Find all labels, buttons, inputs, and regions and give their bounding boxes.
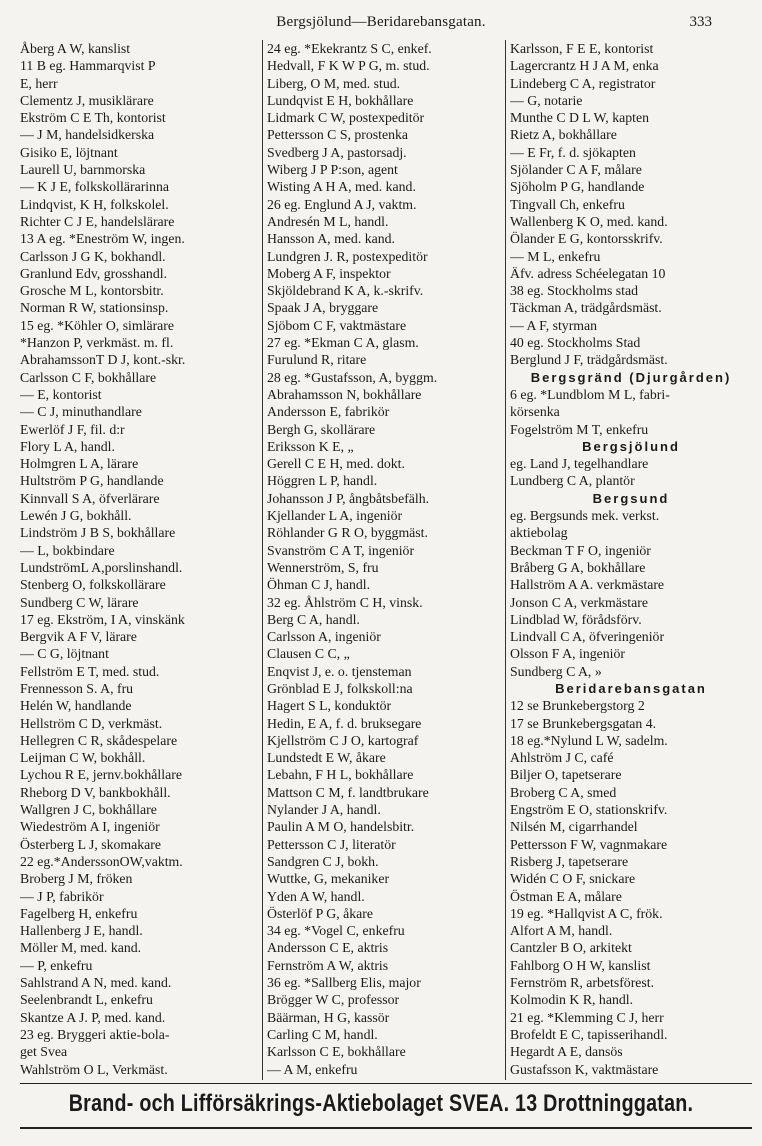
- directory-entry: Pettersson C S, prostenka: [267, 127, 409, 143]
- directory-entry: Hultström P G, handlande: [20, 473, 164, 489]
- directory-entry: Lundstedt E W, åkare: [267, 750, 386, 766]
- directory-entry: Norman R W, stationsinsp.: [20, 300, 169, 316]
- directory-entry: Sjölander C A F, målare: [510, 162, 642, 178]
- directory-entry: Frennesson S. A, fru: [20, 680, 134, 696]
- directory-entry: Berglund J F, trädgårdsmäst.: [510, 352, 668, 368]
- directory-entry: 6 eg. *Lundblom M L, fabri-: [510, 386, 670, 402]
- directory-entry: Äfv. adress Schéelegatan 10: [510, 265, 666, 281]
- directory-entry: Skjöldebrand K A, k.-skrifv.: [267, 283, 424, 299]
- directory-entry: Bergh G, skollärare: [267, 421, 376, 437]
- directory-column-2: [262, 40, 502, 1080]
- directory-entry: Ekström C E Th, kontorist: [20, 110, 166, 126]
- directory-entry: Broberg J M, fröken: [20, 871, 133, 887]
- directory-entry: Clementz J, musiklärare: [20, 92, 154, 108]
- directory-entry: Hellegren C R, skådespelare: [20, 732, 178, 748]
- footer-divider-bottom: [20, 1127, 752, 1129]
- directory-entry: aktiebolag: [510, 525, 568, 541]
- directory-entry: Hansson A, med. kand.: [267, 231, 395, 247]
- directory-entry: Stenberg O, folkskollärare: [20, 577, 166, 593]
- directory-entry: Kjellström C J O, kartograf: [267, 732, 419, 748]
- directory-entry: E, herr: [20, 75, 58, 91]
- directory-entry: Jonson C A, verkmästare: [510, 594, 648, 610]
- directory-entry: Mattson C M, f. landtbrukare: [267, 784, 429, 800]
- directory-entry: Hellström C D, verkmäst.: [20, 715, 163, 731]
- directory-entry: Kjellander L A, ingeniör: [267, 508, 403, 524]
- directory-entry: *Hanzon P, verkmäst. m. fl.: [20, 335, 174, 351]
- directory-entry: Svanström C A T, ingeniör: [267, 542, 415, 558]
- directory-entry: — A M, enkefru: [267, 1061, 358, 1077]
- directory-entry: Wisting A H A, med. kand.: [267, 179, 416, 195]
- directory-entry: Lindvall C A, öfveringeniör: [510, 629, 665, 645]
- directory-entry: Hagert S L, konduktör: [267, 698, 392, 714]
- directory-entry: Seelenbrandt L, enkefru: [20, 992, 153, 1008]
- directory-entry: Bergsjölund: [582, 438, 680, 454]
- directory-entry: — A F, styrman: [510, 317, 598, 333]
- directory-entry: Munthe C D L W, kapten: [510, 110, 649, 126]
- directory-entry: — J P, fabrikör: [20, 888, 104, 904]
- page-title: Bergsjölund—Beridarebansgatan.: [276, 14, 486, 30]
- directory-entry: Brofeldt E C, tapisserihandl.: [510, 1026, 668, 1042]
- directory-entry: Wahlström O L, Verkmäst.: [20, 1061, 168, 1077]
- directory-entry: — G, notarie: [510, 92, 583, 108]
- directory-entry: Lewén J G, bokhåll.: [20, 508, 132, 524]
- directory-entry: Lindeberg C A, registrator: [510, 75, 656, 91]
- directory-entry: Höggren L P, handl.: [267, 473, 378, 489]
- footer-advertisement: Brand- och Lifförsäkrings-Aktiebolaget SVEA. 13 Drottninggatan.: [68, 1090, 694, 1117]
- directory-entry: Andresén M L, handl.: [267, 213, 389, 229]
- directory-entry: Liberg, O M, med. stud.: [267, 75, 401, 91]
- directory-entry: Karlsson C E, bokhållare: [267, 1044, 406, 1060]
- directory-entry: Fernström R, arbetsförest.: [510, 975, 655, 991]
- directory-entry: Leijman C W, bokhåll.: [20, 750, 146, 766]
- directory-entry: 19 eg. *Hallqvist A C, frök.: [510, 905, 663, 921]
- directory-entry: Paulin A M O, handelsbitr.: [267, 819, 415, 835]
- directory-entry: Lundberg C A, plantör: [510, 473, 635, 489]
- directory-entry: Fahlborg O H W, kanslist: [510, 957, 651, 973]
- directory-entry: Sundberg C A, »: [510, 663, 602, 679]
- directory-entry: Lidmark C W, postexpeditör: [267, 110, 425, 126]
- directory-entry: Engström E O, stationskrifv.: [510, 802, 668, 818]
- directory-entry: eg. Bergsunds mek. verkst.: [510, 508, 660, 524]
- directory-entry: Grosche M L, kontorsbitr.: [20, 283, 164, 299]
- directory-entry: — E Fr, f. d. sjökapten: [510, 144, 636, 160]
- directory-columns: [20, 40, 752, 1080]
- directory-entry: Skantze A J. P, med. kand.: [20, 1009, 166, 1025]
- directory-entry: Lundgren J. R, postexpeditör: [267, 248, 428, 264]
- directory-entry: 11 B eg. Hammarqvist P: [20, 58, 156, 74]
- directory-entry: Ölander E G, kontorsskrifv.: [510, 231, 663, 247]
- directory-entry: Carling C M, handl.: [267, 1026, 378, 1042]
- directory-entry: Wallenberg K O, med. kand.: [510, 213, 668, 229]
- directory-entry: Beridarebansgatan: [555, 680, 707, 696]
- directory-entry: 36 eg. *Sallberg Elis, major: [267, 975, 421, 991]
- directory-entry: Lundqvist E H, bokhållare: [267, 92, 414, 108]
- directory-entry: Johansson J P, ångbåtsbefälh.: [267, 490, 430, 506]
- directory-entry: Richter C J E, handelslärare: [20, 213, 175, 229]
- directory-entry: eg. Land J, tegelhandlare: [510, 456, 649, 472]
- directory-entry: Åberg A W, kanslist: [20, 41, 131, 56]
- directory-entry: 17 se Brunkebergsgatan 4.: [510, 715, 657, 731]
- directory-entry: Bergsund: [592, 490, 670, 506]
- directory-entry: Gustafsson K, vaktmästare: [510, 1061, 659, 1077]
- directory-entry: Moberg A F, inspektor: [267, 265, 391, 281]
- directory-column-3: [505, 40, 752, 1080]
- directory-entry: Lindqvist, K H, folkskolel.: [20, 196, 169, 212]
- directory-entry: 28 eg. *Gustafsson, A, byggm.: [267, 369, 438, 385]
- directory-entry: Andersson C E, aktris: [267, 940, 389, 956]
- directory-entry: Kinnvall S A, öfverlärare: [20, 490, 160, 506]
- directory-entry: 26 eg. Englund A J, vaktm.: [267, 196, 417, 212]
- directory-entry: Ewerlöf J F, fil. d:r: [20, 421, 125, 437]
- directory-entry: — K J E, folkskollärarinna: [20, 179, 170, 195]
- directory-entry: 23 eg. Bryggeri aktie-bola-: [20, 1026, 170, 1042]
- directory-entry: Sandgren C J, bokh.: [267, 853, 379, 869]
- directory-entry: — J M, handelsidkerska: [20, 127, 155, 143]
- directory-entry: Wennerström, S, fru: [267, 559, 379, 575]
- directory-entry: Eriksson K E, „: [267, 438, 354, 454]
- directory-entry: 12 se Brunkebergstorg 2: [510, 698, 645, 714]
- directory-entry: — P, enkefru: [20, 957, 93, 973]
- directory-entry: Svedberg J A, pastorsadj.: [267, 144, 407, 160]
- directory-entry: Öhman C J, handl.: [267, 577, 371, 593]
- directory-entry: Gisiko E, löjtnant: [20, 144, 118, 160]
- directory-entry: Hedvall, F K W P G, m. stud.: [267, 58, 430, 74]
- directory-entry: Broberg C A, smed: [510, 784, 617, 800]
- directory-entry: Nilsén M, cigarrhandel: [510, 819, 638, 835]
- directory-entry: Lebahn, F H L, bokhållare: [267, 767, 414, 783]
- directory-entry: LundströmL A,porslinshandl.: [20, 559, 183, 575]
- directory-entry: Lychou R E, jernv.bokhållare: [20, 767, 182, 783]
- directory-entry: Sahlstrand A N, med. kand.: [20, 975, 172, 991]
- directory-entry: Yden A W, handl.: [267, 888, 365, 904]
- directory-entry: Fagelberg H, enkefru: [20, 905, 138, 921]
- directory-entry: Wiberg J P P:son, agent: [267, 162, 398, 178]
- directory-entry: Lagercrantz H J A M, enka: [510, 58, 659, 74]
- directory-entry: Andersson E, fabrikör: [267, 404, 390, 420]
- directory-entry: Clausen C C, „: [267, 646, 350, 662]
- directory-column-1: [20, 40, 259, 1080]
- directory-entry: Nylander J A, handl.: [267, 802, 381, 818]
- directory-entry: 24 eg. *Ekekrantz S C, enkef.: [267, 41, 432, 56]
- directory-entry: Täckman A, trädgårdsmäst.: [510, 300, 662, 316]
- directory-entry: Wallgren J C, bokhållare: [20, 802, 157, 818]
- directory-entry: Flory L A, handl.: [20, 438, 115, 454]
- directory-entry: 27 eg. *Ekman C A, glasm.: [267, 335, 419, 351]
- directory-entry: Östman E A, målare: [510, 888, 622, 904]
- directory-entry: Ahlström J C, café: [510, 750, 614, 766]
- directory-entry: Möller M, med. kand.: [20, 940, 142, 956]
- directory-entry: Österlöf P G, åkare: [267, 905, 373, 921]
- directory-entry: Grönblad E J, folkskoll:na: [267, 680, 413, 696]
- directory-entry: Rietz A, bokhållare: [510, 127, 617, 143]
- directory-entry: Lindblad W, förådsförv.: [510, 611, 642, 627]
- directory-entry: Holmgren L A, lärare: [20, 456, 139, 472]
- directory-entry: Widén C O F, snickare: [510, 871, 636, 887]
- directory-entry: Brögger W C, professor: [267, 992, 400, 1008]
- directory-entry: Cantzler B O, arkitekt: [510, 940, 632, 956]
- directory-entry: Fernström A W, aktris: [267, 957, 389, 973]
- directory-entry: Beckman T F O, ingeniör: [510, 542, 651, 558]
- directory-entry: 34 eg. *Vogel C, enkefru: [267, 923, 405, 939]
- directory-entry: Sjöholm P G, handlande: [510, 179, 645, 195]
- directory-entry: Hedin, E A, f. d. bruksegare: [267, 715, 422, 731]
- directory-entry: Risberg J, tapetserare: [510, 853, 629, 869]
- directory-entry: Furulund R, ritare: [267, 352, 367, 368]
- directory-entry: Hegardt A E, dansös: [510, 1044, 623, 1060]
- directory-entry: Hallenberg J E, handl.: [20, 923, 143, 939]
- footer-divider-top: [20, 1083, 752, 1084]
- directory-entry: 13 A eg. *Eneström W, ingen.: [20, 231, 185, 247]
- directory-entry: AbrahamssonT D J, kont.-skr.: [20, 352, 186, 368]
- directory-entry: Olsson F A, ingeniör: [510, 646, 625, 662]
- directory-entry: get Svea: [20, 1044, 68, 1060]
- directory-entry: Carlsson J G K, bokhandl.: [20, 248, 166, 264]
- directory-entry: Bergvik A F V, lärare: [20, 629, 137, 645]
- directory-entry: — M L, enkefru: [510, 248, 601, 264]
- directory-entry: Röhlander G R O, byggmäst.: [267, 525, 428, 541]
- directory-entry: — L, bokbindare: [20, 542, 115, 558]
- directory-entry: 17 eg. Ekström, I A, vinskänk: [20, 611, 185, 627]
- directory-entry: 18 eg.*Nylund L W, sadelm.: [510, 732, 668, 748]
- page-number: 333: [689, 14, 712, 30]
- directory-entry: Rheborg D V, bankbokhåll.: [20, 784, 171, 800]
- directory-entry: 40 eg. Stockholms Stad: [510, 335, 641, 351]
- directory-entry: — E, kontorist: [20, 386, 102, 402]
- directory-entry: Enqvist J, e. o. tjensteman: [267, 663, 412, 679]
- directory-entry: Bergsgränd (Djurgården): [530, 369, 732, 385]
- directory-entry: Alfort A M, handl.: [510, 923, 613, 939]
- directory-entry: Pettersson F W, vagnmakare: [510, 836, 668, 852]
- directory-entry: Wuttke, G, mekaniker: [267, 871, 390, 887]
- directory-entry: Fogelström M T, enkefru: [510, 421, 649, 437]
- directory-entry: Bäärman, H G, kassör: [267, 1009, 390, 1025]
- directory-entry: Abrahamsson N, bokhållare: [267, 386, 422, 402]
- directory-entry: Pettersson C J, literatör: [267, 836, 396, 852]
- directory-entry: Karlsson, F E E, kontorist: [510, 41, 654, 56]
- directory-entry: 38 eg. Stockholms stad: [510, 283, 638, 299]
- directory-entry: Gerell C E H, med. dokt.: [267, 456, 405, 472]
- directory-entry: Sjöbom C F, vaktmästare: [267, 317, 407, 333]
- directory-entry: 15 eg. *Köhler O, simlärare: [20, 317, 175, 333]
- directory-entry: Carlsson A, ingeniör: [267, 629, 381, 645]
- directory-entry: — C J, minuthandlare: [20, 404, 142, 420]
- directory-entry: Biljer O, tapetserare: [510, 767, 622, 783]
- directory-entry: 21 eg. *Klemming C J, herr: [510, 1009, 664, 1025]
- directory-entry: körsenka: [510, 404, 560, 420]
- directory-entry: Helén W, handlande: [20, 698, 132, 714]
- directory-entry: Carlsson C F, bokhållare: [20, 369, 157, 385]
- directory-entry: Laurell U, barnmorska: [20, 162, 146, 178]
- directory-entry: Österberg L J, skomakare: [20, 836, 161, 852]
- directory-entry: Wiedeström A I, ingeniör: [20, 819, 160, 835]
- directory-entry: Spaak J A, bryggare: [267, 300, 379, 316]
- directory-entry: Lindström J B S, bokhållare: [20, 525, 176, 541]
- directory-entry: — C G, löjtnant: [20, 646, 109, 662]
- directory-entry: Berg C A, handl.: [267, 611, 360, 627]
- directory-entry: Hallström A A. verkmästare: [510, 577, 665, 593]
- directory-entry: 22 eg.*AnderssonOW,vaktm.: [20, 853, 183, 869]
- directory-entry: Bråberg G A, bokhållare: [510, 559, 646, 575]
- directory-entry: Granlund Edv, grosshandl.: [20, 265, 168, 281]
- directory-entry: Fellström E T, med. stud.: [20, 663, 160, 679]
- directory-entry: Sundberg C W, lärare: [20, 594, 139, 610]
- directory-entry: Kolmodin K R, handl.: [510, 992, 634, 1008]
- page-header: [0, 14, 762, 36]
- directory-entry: 32 eg. Åhlström C H, vinsk.: [267, 594, 423, 610]
- directory-entry: Tingvall Ch, enkefru: [510, 196, 625, 212]
